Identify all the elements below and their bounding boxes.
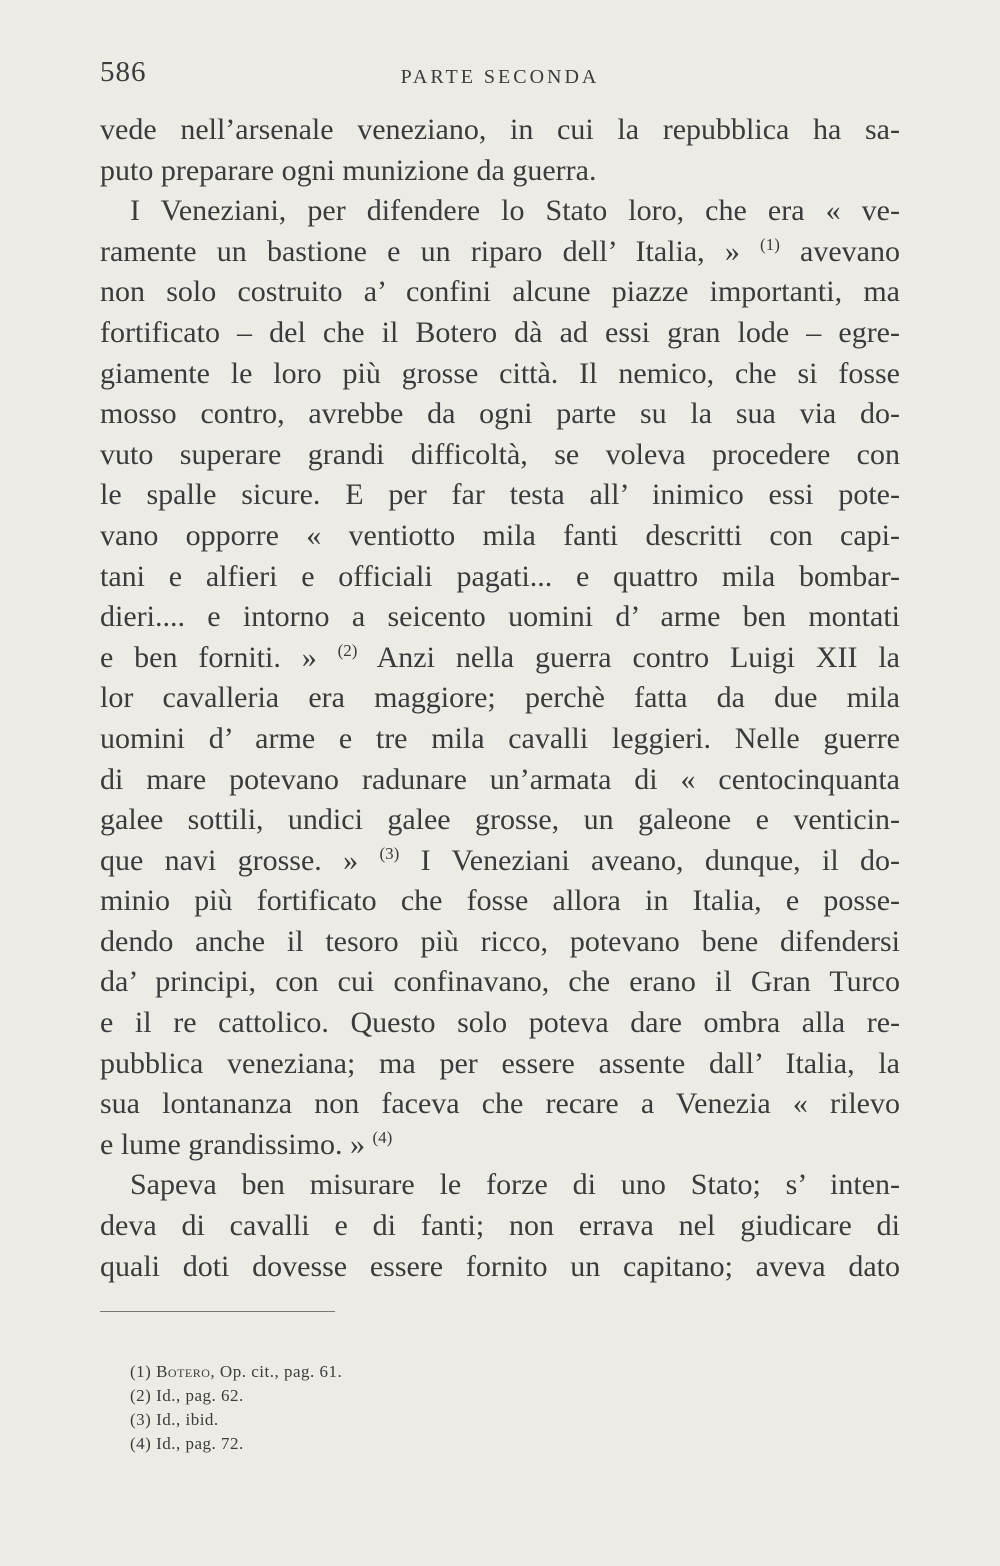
text-line: vano opporre « ventiotto mila fanti descritti con capi-	[100, 518, 900, 552]
text-line: vede nell’arsenale veneziano, in cui la repubblica ha sa-	[100, 113, 900, 146]
text-line: dieri.... e intorno a seicento uomini d’ arme ben montati	[100, 600, 900, 634]
page-number: 586	[100, 56, 147, 88]
text-segment: avevano	[779, 234, 900, 268]
footnote-reference: (2)	[337, 640, 358, 660]
text-line: fortificato – del che il Botero dà ad essi gran lode – egre-	[100, 315, 900, 349]
footnote	[130, 1384, 630, 1408]
footnote-text: Id., pag. 72.	[156, 1434, 244, 1453]
footnote	[130, 1408, 630, 1432]
footnote-reference: (1)	[760, 234, 780, 254]
footnote-mark: (4)	[130, 1434, 152, 1453]
text-line: vuto superare grandi difficoltà, se voleva procedere con	[100, 437, 900, 471]
body-text	[100, 110, 900, 1287]
text-line: le spalle sicure. E per far testa all’ inimico essi pote-	[100, 478, 900, 512]
text-line: uomini d’ arme e tre mila cavalli leggieri. Nelle guerre	[100, 721, 900, 755]
page-header	[100, 52, 900, 92]
text-line: Sapeva ben misurare le forze di uno Stato; s’ inten-	[130, 1168, 900, 1202]
footnote-reference: (4)	[372, 1127, 393, 1147]
footnote-separator	[100, 1311, 335, 1312]
text-line: mosso contro, avrebbe da ogni parte su la sua via do-	[100, 397, 900, 431]
footnote	[130, 1432, 630, 1456]
footnote-text: Id., pag. 62.	[156, 1386, 244, 1405]
text-line	[100, 232, 900, 273]
footnote-mark: (1)	[130, 1362, 152, 1381]
text-line: non solo costruito a’ confini alcune piazze importanti, ma	[100, 275, 900, 309]
text-segment: que navi grosse. »	[100, 843, 380, 877]
text-line: lor cavalleria era maggiore; perchè fatta da due mila	[100, 681, 900, 715]
text-segment: e lume grandissimo. »	[100, 1127, 373, 1161]
text-line: minio più fortificato che fosse allora in Italia, e posse-	[100, 884, 900, 918]
text-line: tani e alfieri e officiali pagati... e quattro mila bombar-	[100, 559, 900, 593]
footnote	[130, 1360, 630, 1384]
text-line: di mare potevano radunare un’armata di « centocinquanta	[100, 762, 900, 796]
footnote-mark: (3)	[130, 1410, 152, 1429]
text-line	[100, 638, 900, 679]
footnote-text: Id., ibid.	[156, 1410, 219, 1429]
text-segment: ramente un bastione e un riparo dell’ Italia, »	[100, 234, 761, 268]
text-segment: Anzi nella guerra contro Luigi XII la	[357, 640, 900, 674]
footnote-text: , Op. cit., pag. 61.	[210, 1362, 343, 1381]
text-segment: e ben forniti. »	[100, 640, 338, 674]
text-line: quali doti dovesse essere fornito un capitano; aveva dato	[100, 1249, 900, 1283]
text-line: puto preparare ogni munizione da guerra.	[100, 153, 597, 187]
text-line: dendo anche il tesoro più ricco, potevano bene difendersi	[100, 924, 900, 958]
text-line: giamente le loro più grosse città. Il nemico, che si fosse	[100, 356, 900, 390]
text-line: deva di cavalli e di fanti; non errava nel giudicare di	[100, 1209, 900, 1243]
text-line: e il re cattolico. Questo solo poteva dare ombra alla re-	[100, 1006, 900, 1040]
footnote-reference: (3)	[379, 843, 400, 863]
footnote-mark: (2)	[130, 1386, 152, 1405]
footnotes	[130, 1360, 630, 1456]
text-line: sua lontananza non faceva che recare a Venezia « rilevo	[100, 1087, 900, 1121]
text-line	[100, 841, 900, 882]
text-line: pubblica veneziana; ma per essere assente dall’ Italia, la	[100, 1046, 900, 1080]
footnote-author: Botero	[156, 1362, 211, 1381]
text-segment: I Veneziani aveano, dunque, il do-	[399, 843, 900, 877]
text-line	[100, 1125, 900, 1166]
text-line: galee sottili, undici galee grosse, un galeone e venticin-	[100, 803, 900, 837]
running-head: PARTE SECONDA	[400, 66, 600, 88]
text-line: da’ principi, con cui confinavano, che erano il Gran Turco	[100, 965, 900, 999]
text-line: I Veneziani, per difendere lo Stato loro, che era « ve-	[130, 194, 900, 228]
